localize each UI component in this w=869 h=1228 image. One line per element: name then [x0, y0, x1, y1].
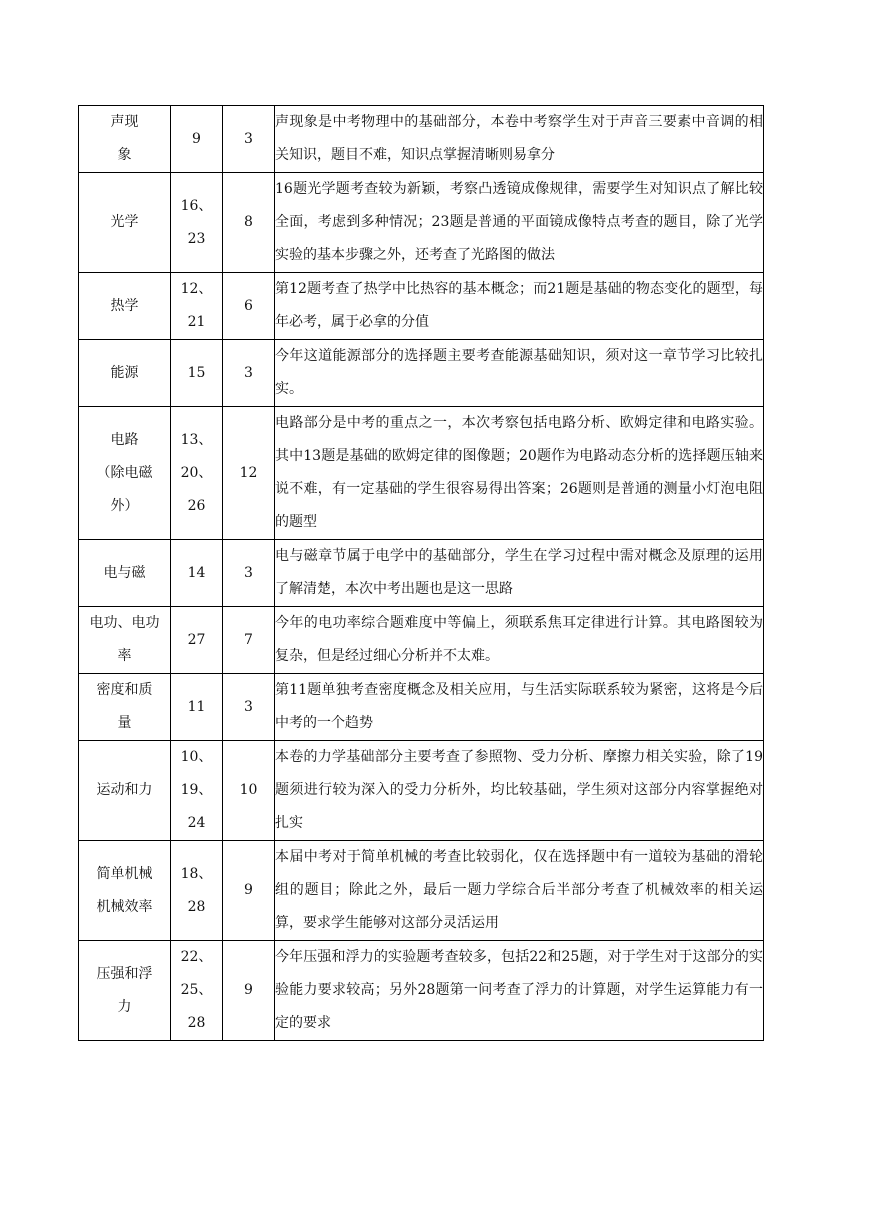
- analysis-cell: [275, 407, 764, 540]
- score-cell: [223, 540, 275, 607]
- analysis-cell: [275, 540, 764, 607]
- analysis-text: 第11题单独考查密度概念及相关应用，与生活实际联系较为紧密，这将是今后中考的一个趋势: [275, 682, 763, 731]
- table-row: [79, 273, 764, 340]
- question-numbers-text: 22、 25、 28: [180, 949, 213, 1031]
- score-cell: [223, 407, 275, 540]
- score-text: 9: [244, 982, 253, 998]
- topic-text: 电与磁: [103, 564, 146, 581]
- question-numbers-cell: [171, 273, 223, 340]
- analysis-text: 今年压强和浮力的实验题考查较多，包括22和25题，对于学生对于这部分的实验能力要求较高；另外28题第一问考查了浮力的计算题，对学生运算能力有一定的要求: [275, 949, 763, 1031]
- question-numbers-text: 16、 23: [180, 197, 213, 247]
- score-cell: [223, 607, 275, 674]
- topic-text: 电路 （除电磁 外）: [96, 431, 153, 514]
- topic-text: 简单机械 机械效率: [96, 865, 153, 915]
- table-row: [79, 741, 764, 841]
- table-row: [79, 340, 764, 407]
- score-cell: [223, 674, 275, 741]
- score-text: 3: [244, 698, 253, 715]
- score-text: 7: [244, 631, 253, 648]
- question-numbers-text: 18、 28: [180, 865, 213, 915]
- question-numbers-text: 13、 20、 26: [180, 431, 213, 514]
- analysis-cell: [275, 741, 764, 841]
- score-cell: [223, 173, 275, 273]
- topic-text: 声现 象: [110, 114, 139, 163]
- table-body: [79, 106, 764, 1041]
- table-row: [79, 173, 764, 273]
- table-row: [79, 841, 764, 941]
- analysis-cell: [275, 106, 764, 173]
- score-text: 3: [244, 364, 253, 381]
- topic-cell: [79, 273, 171, 340]
- table-row: [79, 941, 764, 1041]
- score-cell: [223, 106, 275, 173]
- topic-cell: [79, 841, 171, 941]
- topic-text: 运动和力: [96, 782, 153, 798]
- question-numbers-text: 27: [187, 631, 206, 648]
- question-numbers-cell: [171, 540, 223, 607]
- topic-text: 压强和浮 力: [96, 965, 153, 1015]
- question-numbers-text: 10、 19、 24: [180, 749, 213, 831]
- topic-cell: [79, 674, 171, 741]
- question-numbers-cell: [171, 841, 223, 941]
- question-numbers-cell: [171, 941, 223, 1041]
- question-numbers-text: 14: [187, 564, 206, 581]
- question-numbers-cell: [171, 607, 223, 674]
- topic-cell: [79, 741, 171, 841]
- analysis-text: 本届中考对于简单机械的考查比较弱化，仅在选择题中有一道较为基础的滑轮组的题目；除此之外，最后一题力学综合后半部分考查了机械效率的相关运算，要求学生能够对这部分灵活运用: [275, 849, 763, 931]
- question-numbers-cell: [171, 674, 223, 741]
- topic-text: 能源: [110, 364, 139, 381]
- analysis-text: 本卷的力学基础部分主要考查了参照物、受力分析、摩擦力相关实验，除了19题须进行较为深入的受力分析外，均比较基础，学生须对这部分内容掌握绝对扎实: [275, 749, 763, 831]
- question-numbers-cell: [171, 741, 223, 841]
- topic-text: 电功、电功 率: [89, 615, 160, 664]
- score-cell: [223, 273, 275, 340]
- score-text: 3: [244, 130, 253, 147]
- question-numbers-text: 12、 21: [180, 281, 213, 330]
- analysis-cell: [275, 674, 764, 741]
- topic-cell: [79, 941, 171, 1041]
- table-row: [79, 540, 764, 607]
- question-numbers-text: 11: [187, 698, 206, 715]
- table-row: [79, 674, 764, 741]
- topic-cell: [79, 407, 171, 540]
- topic-text: 热学: [110, 297, 139, 314]
- question-numbers-cell: [171, 407, 223, 540]
- score-cell: [223, 741, 275, 841]
- analysis-cell: [275, 941, 764, 1041]
- score-cell: [223, 340, 275, 407]
- topic-text: 光学: [110, 214, 139, 230]
- analysis-text: 声现象是中考物理中的基础部分，本卷中考察学生对于声音三要素中音调的相关知识，题目不难，知识点掌握清晰则易拿分: [275, 114, 763, 163]
- analysis-cell: [275, 607, 764, 674]
- score-text: 9: [244, 882, 253, 898]
- table-row: [79, 607, 764, 674]
- analysis-text: 今年这道能源部分的选择题主要考查能源基础知识，须对这一章节学习比较扎实。: [275, 348, 763, 397]
- exam-analysis-table: [78, 105, 764, 1041]
- score-cell: [223, 841, 275, 941]
- question-numbers-cell: [171, 173, 223, 273]
- analysis-text: 16题光学题考查较为新颖，考察凸透镜成像规律，需要学生对知识点了解比较全面，考虑到多种情况；23题是普通的平面镜成像特点考查的题目，除了光学实验的基本步骤之外，还考查了光路图的做法: [275, 181, 763, 263]
- question-numbers-cell: [171, 340, 223, 407]
- topic-cell: [79, 607, 171, 674]
- topic-text: 密度和质 量: [96, 682, 153, 731]
- table-row: [79, 106, 764, 173]
- score-text: 8: [244, 214, 253, 230]
- analysis-cell: [275, 173, 764, 273]
- score-text: 6: [244, 297, 253, 314]
- score-text: 10: [239, 782, 258, 798]
- topic-cell: [79, 173, 171, 273]
- score-text: 12: [239, 464, 258, 481]
- analysis-text: 今年的电功率综合题难度中等偏上，须联系焦耳定律进行计算。其电路图较为复杂，但是经过细心分析并不太难。: [275, 615, 763, 664]
- analysis-cell: [275, 273, 764, 340]
- analysis-text: 第12题考查了热学中比热容的基本概念；而21题是基础的物态变化的题型，每年必考，属于必拿的分值: [275, 281, 763, 330]
- topic-cell: [79, 106, 171, 173]
- analysis-cell: [275, 340, 764, 407]
- score-cell: [223, 941, 275, 1041]
- score-text: 3: [244, 564, 253, 581]
- analysis-text: 电路部分是中考的重点之一，本次考察包括电路分析、欧姆定律和电路实验。其中13题是基础的欧姆定律的图像题；20题作为电路动态分析的选择题压轴来说不难，有一定基础的学生很容易得出答案；26题则是普通的测量小灯泡电阻的题型: [275, 415, 763, 530]
- question-numbers-text: 9: [192, 130, 201, 147]
- topic-cell: [79, 340, 171, 407]
- topic-cell: [79, 540, 171, 607]
- question-numbers-text: 15: [187, 364, 206, 381]
- analysis-cell: [275, 841, 764, 941]
- question-numbers-cell: [171, 106, 223, 173]
- table-row: [79, 407, 764, 540]
- analysis-text: 电与磁章节属于电学中的基础部分，学生在学习过程中需对概念及原理的运用了解清楚，本次中考出题也是这一思路: [275, 548, 763, 597]
